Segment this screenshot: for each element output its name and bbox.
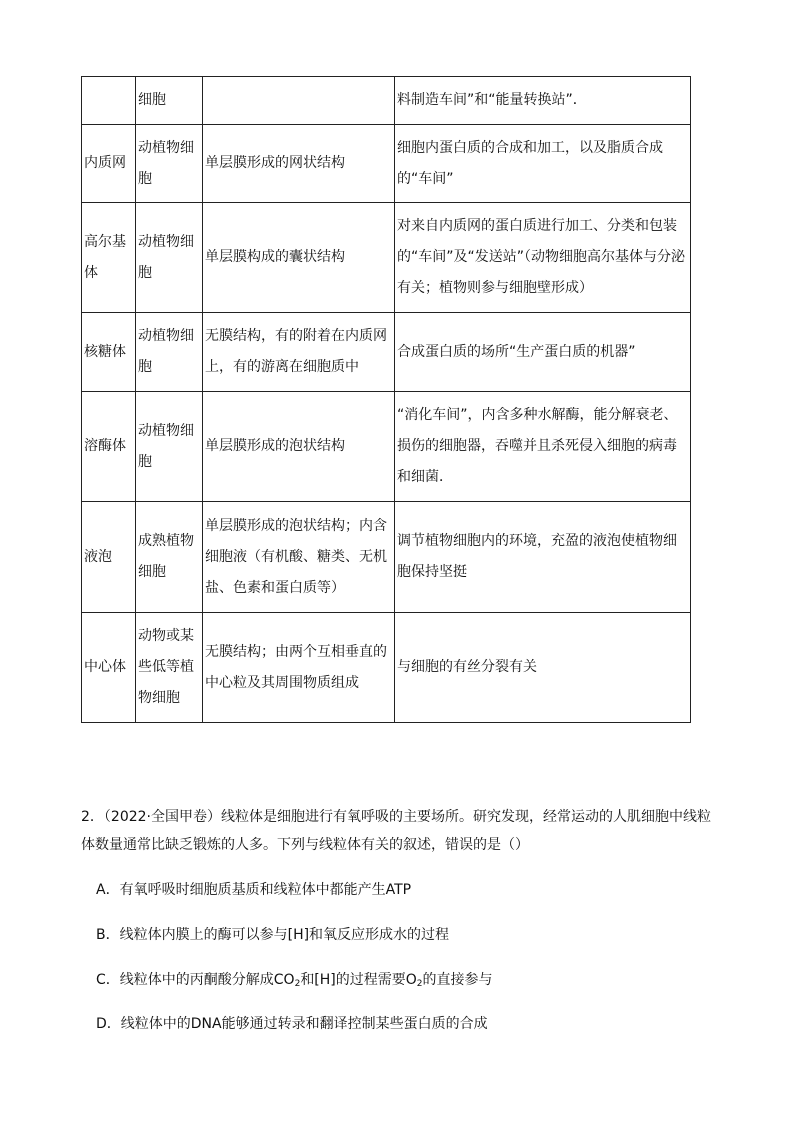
cell-structure: 无膜结构；由两个互相垂直的中心粒及其周围物质组成 [203, 613, 395, 723]
option-a[interactable] [96, 880, 411, 900]
option-text: 的直接参与 [422, 972, 493, 988]
subscript: 2 [294, 979, 301, 989]
organelle-table [81, 76, 691, 723]
table-row [82, 313, 691, 392]
cell-name: 中心体 [82, 613, 136, 723]
table-row [82, 77, 691, 125]
table-row [82, 392, 691, 502]
cell-location: 动植物细胞 [136, 313, 203, 392]
option-c[interactable] [96, 970, 493, 994]
subscript: 2 [416, 979, 423, 989]
question-number: 2． [81, 809, 104, 825]
cell-function: 调节植物细胞内的环境，充盈的液泡使植物细胞保持坚挺 [395, 502, 691, 613]
table-row [82, 502, 691, 613]
cell-function: 合成蛋白质的场所“生产蛋白质的机器” [395, 313, 691, 392]
option-d[interactable] [96, 1014, 488, 1034]
cell-location: 动物或某些低等植物细胞 [136, 613, 203, 723]
cell-location: 动植物细胞 [136, 125, 203, 203]
table-row [82, 613, 691, 723]
option-text: 线粒体中的DNA能够通过转录和翻译控制某些蛋白质的合成 [120, 1016, 488, 1032]
table-row [82, 125, 691, 203]
cell-name: 高尔基体 [82, 203, 136, 313]
cell-name: 溶酶体 [82, 392, 136, 502]
question-text: 线粒体是细胞进行有氧呼吸的主要场所。研究发现，经常运动的人肌细胞中线粒体数量通常比缺乏锻炼的人多。下列与线粒体有关的叙述，错误的是（） [81, 809, 712, 853]
cell-location: 动植物细胞 [136, 392, 203, 502]
table-row [82, 203, 691, 313]
option-label: B． [96, 927, 120, 943]
cell-structure: 无膜结构，有的附着在内质网上，有的游离在细胞质中 [203, 313, 395, 392]
option-label: C． [96, 972, 120, 988]
option-text: 线粒体内膜上的酶可以参与[H]和氧反应形成水的过程 [119, 927, 450, 943]
cell-function: 料制造车间”和“能量转换站”． [395, 77, 691, 125]
cell-name: 内质网 [82, 125, 136, 203]
cell-structure: 单层膜形成的泡状结构；内含细胞液（有机酸、糖类、无机盐、色素和蛋白质等） [203, 502, 395, 613]
cell-function: “消化车间”，内含多种水解酶，能分解衰老、损伤的细胞器，吞噬并且杀死侵入细胞的病毒和细菌． [395, 392, 691, 502]
cell-function: 细胞内蛋白质的合成和加工，以及脂质合成的“车间” [395, 125, 691, 203]
option-label: A． [96, 882, 120, 898]
cell-function: 对来自内质网的蛋白质进行加工、分类和包装的“车间”及“发送站”（动物细胞高尔基体与分泌有关；植物则参与细胞壁形成） [395, 203, 691, 313]
question-stem [81, 803, 721, 859]
cell-name: 液泡 [82, 502, 136, 613]
option-text: 线粒体中的丙酮酸分解成CO [119, 972, 295, 988]
cell-location: 动植物细胞 [136, 203, 203, 313]
cell-structure: 单层膜形成的网状结构 [203, 125, 395, 203]
cell-name: 核糖体 [82, 313, 136, 392]
cell-location: 成熟植物细胞 [136, 502, 203, 613]
option-b[interactable] [96, 925, 449, 945]
cell-structure [203, 77, 395, 125]
cell-function: 与细胞的有丝分裂有关 [395, 613, 691, 723]
cell-structure: 单层膜形成的泡状结构 [203, 392, 395, 502]
cell-structure: 单层膜构成的囊状结构 [203, 203, 395, 313]
cell-name [82, 77, 136, 125]
option-text: 有氧呼吸时细胞质基质和线粒体中都能产生ATP [119, 882, 412, 898]
question-source: （2022·全国甲卷） [103, 809, 222, 825]
option-text: 和[H]的过程需要O [300, 972, 417, 988]
option-label: D． [96, 1016, 121, 1032]
cell-location: 细胞 [136, 77, 203, 125]
